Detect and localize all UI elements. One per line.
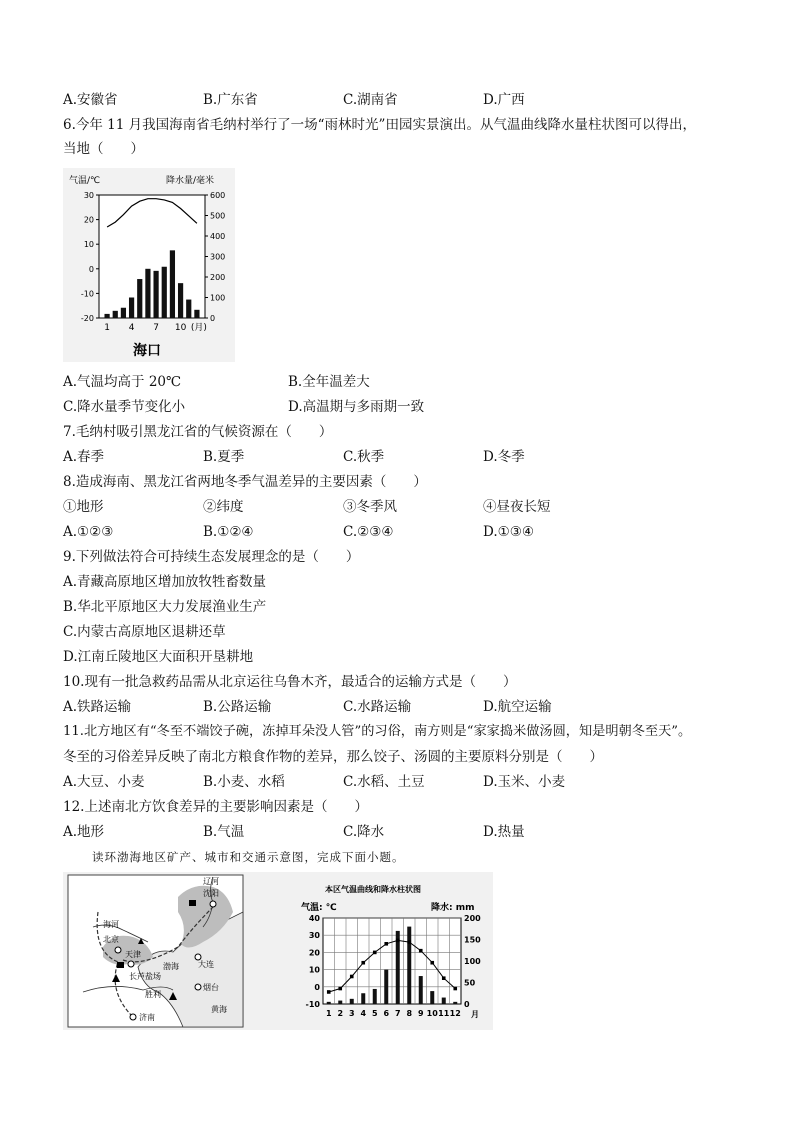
q8-option-d: D.①③④ (483, 524, 534, 540)
haikou-precip-bar (170, 250, 175, 318)
bohai-temp-point (373, 951, 377, 955)
haikou-temp-axis-label: 气温/℃ (69, 176, 101, 186)
bohai-precip-bar (338, 1001, 342, 1004)
bohai-precip-tick-label: 200 (464, 914, 481, 923)
haikou-precip-tick-label: 600 (210, 191, 226, 200)
q7-option-a: A.春季 (63, 449, 105, 465)
jinan-marker (130, 1014, 136, 1020)
bohai-precip-tick-label: 150 (464, 935, 481, 945)
bohai-precip-bar (453, 1002, 457, 1004)
haikou-precip-tick-label: 100 (210, 293, 226, 303)
haikou-precip-bar (186, 300, 191, 318)
q12-option-c: C.降水 (343, 824, 385, 840)
q12-stem: 12.上述南北方饮食差异的主要影响因素是（ ） (63, 799, 368, 815)
haikou-temp-tick-label: 20 (83, 215, 94, 225)
intro-text: 读环渤海地区矿产、城市和交通示意图，完成下面小题。 (92, 850, 405, 864)
q11-stem-line1: 11.北方地区有“冬至不端饺子碗，冻掉耳朵没人管”的习俗，南方则是“家家捣米做汤圆，知是明朝冬至天”。 (63, 724, 692, 739)
q10-option-b: B.公路运输 (203, 699, 272, 715)
haikou-precip-bar (121, 308, 126, 318)
haikou-precip-bar (113, 311, 118, 318)
bohai-precip-bar (384, 970, 388, 1004)
bohai-map (68, 875, 243, 1027)
haikou-temp-tick-label: -10 (80, 289, 94, 299)
bohai-temp-point (361, 961, 365, 965)
bohai-x-tick-label: 9 (417, 1009, 424, 1018)
haikou-x-tick-label: 7 (153, 323, 159, 333)
q5-option-c: C.湖南省 (343, 92, 398, 108)
label-bohai: 渤海 (163, 962, 179, 971)
q7-option-c: C.秋季 (343, 449, 385, 465)
haikou-precip-bar (153, 271, 158, 318)
label-tianjin: 天津 (125, 950, 141, 959)
label-haihe: 海河 (103, 920, 119, 929)
haikou-x-tick-label: 10 (174, 323, 187, 333)
q12-option-d: D.热量 (483, 824, 525, 840)
haikou-precip-bar (162, 267, 167, 318)
q11-option-a: A.大豆、小麦 (63, 774, 145, 790)
bohai-temp-axis-label: 气温: ℃ (301, 903, 337, 913)
q7-option-b: B.夏季 (203, 449, 245, 465)
q6-stem-line1: 6.今年 11 月我国海南省毛纳村举行了一场“雨林时光”田园实景演出。从气温曲线降水量柱状图可以得出， (63, 117, 696, 133)
q5-option-b: B.广东省 (203, 92, 258, 108)
bohai-x-tick-label: 1 (325, 1009, 332, 1018)
bohai-x-unit: 月 (471, 1010, 479, 1019)
bohai-x-tick-label: 7 (394, 1009, 401, 1018)
bohai-temp-tick-label: 0 (314, 982, 320, 992)
bohai-precip-tick-label: 0 (464, 1000, 470, 1009)
q9-option-d: D.江南丘陵地区大面积开垦耕地 (63, 649, 254, 665)
bohai-precip-bar (442, 998, 446, 1004)
label-yantai: 烟台 (203, 983, 219, 992)
bohai-precip-bar (373, 989, 377, 1004)
q12-option-a: A.地形 (63, 824, 105, 840)
bohai-temp-point (350, 975, 354, 979)
bohai-temp-tick-label: 10 (308, 965, 320, 975)
haikou-precip-axis-label: 降水量/毫米 (166, 176, 215, 186)
q8-stem: 8.造成海南、黑龙江省两地冬季气温差异的主要因素（ ） (63, 474, 427, 490)
bohai-temp-point (338, 987, 342, 991)
label-huanghai: 黄海 (211, 1005, 227, 1014)
bohai-temp-point (407, 940, 411, 944)
q7-stem: 7.毛纳村吸引黑龙江省的气候资源在（ ） (63, 424, 333, 440)
q12-option-b: B.气温 (203, 824, 245, 840)
haikou-precip-tick-label: 200 (210, 273, 226, 282)
q8-factor-1: ①地形 (63, 499, 104, 515)
bohai-x-tick-label: 10 (426, 1009, 438, 1018)
yantai-marker (195, 984, 201, 990)
haikou-climate-chart (63, 168, 235, 362)
q9-option-c: C.内蒙古高原地区退耕还草 (63, 624, 226, 640)
haikou-temp-tick-label: 10 (83, 240, 94, 250)
bohai-precip-bar (350, 999, 354, 1004)
q5-option-a: A.安徽省 (63, 92, 118, 108)
haikou-plot-frame (99, 195, 205, 318)
bohai-temp-point (327, 990, 331, 994)
coal-symbol-2 (117, 962, 124, 968)
bohai-temp-point (442, 976, 446, 980)
label-dalian: 大连 (198, 960, 214, 969)
haikou-temp-tick-label: -20 (80, 314, 94, 323)
haikou-precip-bar (145, 269, 150, 318)
bohai-climate-chart (301, 884, 481, 1019)
q10-stem: 10.现有一批急救药品需从北京运往乌鲁木齐，最适合的运输方式是（ ） (63, 674, 517, 690)
bohai-x-tick-label: 12 (449, 1009, 461, 1018)
q6-stem-line2: 当地（ ） (63, 141, 144, 157)
haikou-temp-tick-label: 0 (88, 264, 94, 274)
q6-option-b: B.全年温差大 (288, 374, 370, 390)
bohai-figure-svg (63, 872, 493, 1030)
haikou-precip-bar (104, 314, 109, 318)
bohai-temp-tick-label: -10 (305, 1000, 320, 1009)
bohai-x-tick-label: 4 (360, 1009, 367, 1018)
q9-option-a: A.青藏高原地区增加放牧牲畜数量 (63, 574, 267, 590)
bohai-x-tick-label: 8 (406, 1009, 413, 1018)
haikou-x-unit: (月) (190, 323, 207, 333)
q6-option-c: C.降水量季节变化小 (63, 399, 186, 415)
bohai-chart-title: 本区气温曲线和降水柱状图 (325, 885, 421, 894)
bohai-x-tick-label: 2 (337, 1009, 344, 1018)
label-changlu: 长芦盐场 (129, 972, 161, 981)
q8-option-c: C.②③④ (343, 524, 394, 540)
haikou-precip-bar (194, 310, 199, 318)
label-jinan: 济南 (139, 1013, 155, 1022)
bohai-x-tick-label: 6 (383, 1009, 390, 1018)
q8-option-b: B.①②④ (203, 524, 254, 540)
haikou-precip-tick-label: 400 (210, 232, 226, 241)
coal-symbol-1 (189, 900, 196, 906)
haikou-precip-bar (137, 279, 142, 318)
haikou-x-tick-label: 4 (128, 323, 135, 333)
bohai-precip-bar (419, 976, 423, 1004)
haikou-precip-tick-label: 300 (210, 252, 226, 262)
label-beijing: 北京 (103, 935, 119, 944)
bohai-x-tick-label: 3 (348, 1009, 355, 1018)
label-shenyang: 沈阳 (203, 889, 219, 898)
q6-option-d: D.高温期与多雨期一致 (288, 399, 425, 415)
q8-factor-3: ③冬季风 (343, 499, 397, 515)
tianjin-marker (128, 961, 134, 967)
bohai-figure (63, 872, 493, 1030)
q8-option-a: A.①②③ (63, 524, 114, 540)
bohai-precip-tick-label: 100 (464, 957, 481, 966)
beijing-marker (115, 947, 121, 953)
bohai-precip-tick-label: 50 (464, 978, 476, 988)
haikou-x-tick-label: 1 (104, 323, 110, 333)
q5-option-d: D.广西 (483, 92, 525, 108)
bohai-temp-point (384, 942, 388, 946)
q11-option-c: C.水稻、土豆 (343, 774, 425, 790)
q11-option-d: D.玉米、小麦 (483, 774, 566, 790)
bohai-precip-bar (361, 993, 365, 1004)
haikou-temp-tick-label: 30 (83, 191, 94, 200)
label-liaohe: 辽河 (203, 877, 219, 886)
bohai-temp-point (396, 939, 400, 943)
bohai-temp-tick-label: 40 (308, 914, 320, 923)
q6-option-a: A.气温均高于 20℃ (63, 374, 182, 390)
haikou-chart-svg (63, 168, 235, 362)
bohai-precip-bar (327, 1002, 331, 1004)
q10-option-c: C.水路运输 (343, 699, 412, 715)
bohai-temp-point (430, 961, 434, 965)
shenyang-marker (210, 901, 216, 907)
q10-option-d: D.航空运输 (483, 699, 552, 715)
q11-option-b: B.小麦、水稻 (203, 774, 285, 790)
q9-option-b: B.华北平原地区大力发展渔业生产 (63, 599, 267, 615)
q11-stem-line2: 冬至的习俗差异反映了南北方粮食作物的差异，那么饺子、汤圆的主要原料分别是（ ） (63, 749, 603, 765)
bohai-x-tick-label: 5 (371, 1009, 378, 1018)
bohai-precip-axis-label: 降水: mm (431, 903, 475, 913)
q10-option-a: A.铁路运输 (63, 699, 132, 715)
haikou-precip-bar (129, 298, 134, 319)
haikou-precip-tick-label: 0 (210, 314, 216, 323)
bohai-precip-bar (407, 927, 411, 1004)
haikou-chart-title: 海口 (133, 343, 161, 359)
q8-factor-2: ②纬度 (203, 499, 244, 515)
bohai-precip-bar (430, 991, 434, 1004)
bohai-temp-tick-label: 20 (308, 948, 320, 958)
q9-stem: 9.下列做法符合可持续生态发展理念的是（ ） (63, 549, 360, 565)
q8-factor-4: ④昼夜长短 (483, 499, 551, 515)
bohai-x-tick-label: 11 (438, 1009, 450, 1018)
haikou-precip-tick-label: 500 (210, 211, 226, 221)
haikou-precip-bar (178, 283, 183, 318)
bohai-temp-point (453, 987, 457, 991)
label-shengli: 胜利 (145, 990, 161, 999)
q7-option-d: D.冬季 (483, 449, 525, 465)
bohai-temp-tick-label: 30 (308, 931, 320, 941)
bohai-temp-point (419, 949, 423, 953)
